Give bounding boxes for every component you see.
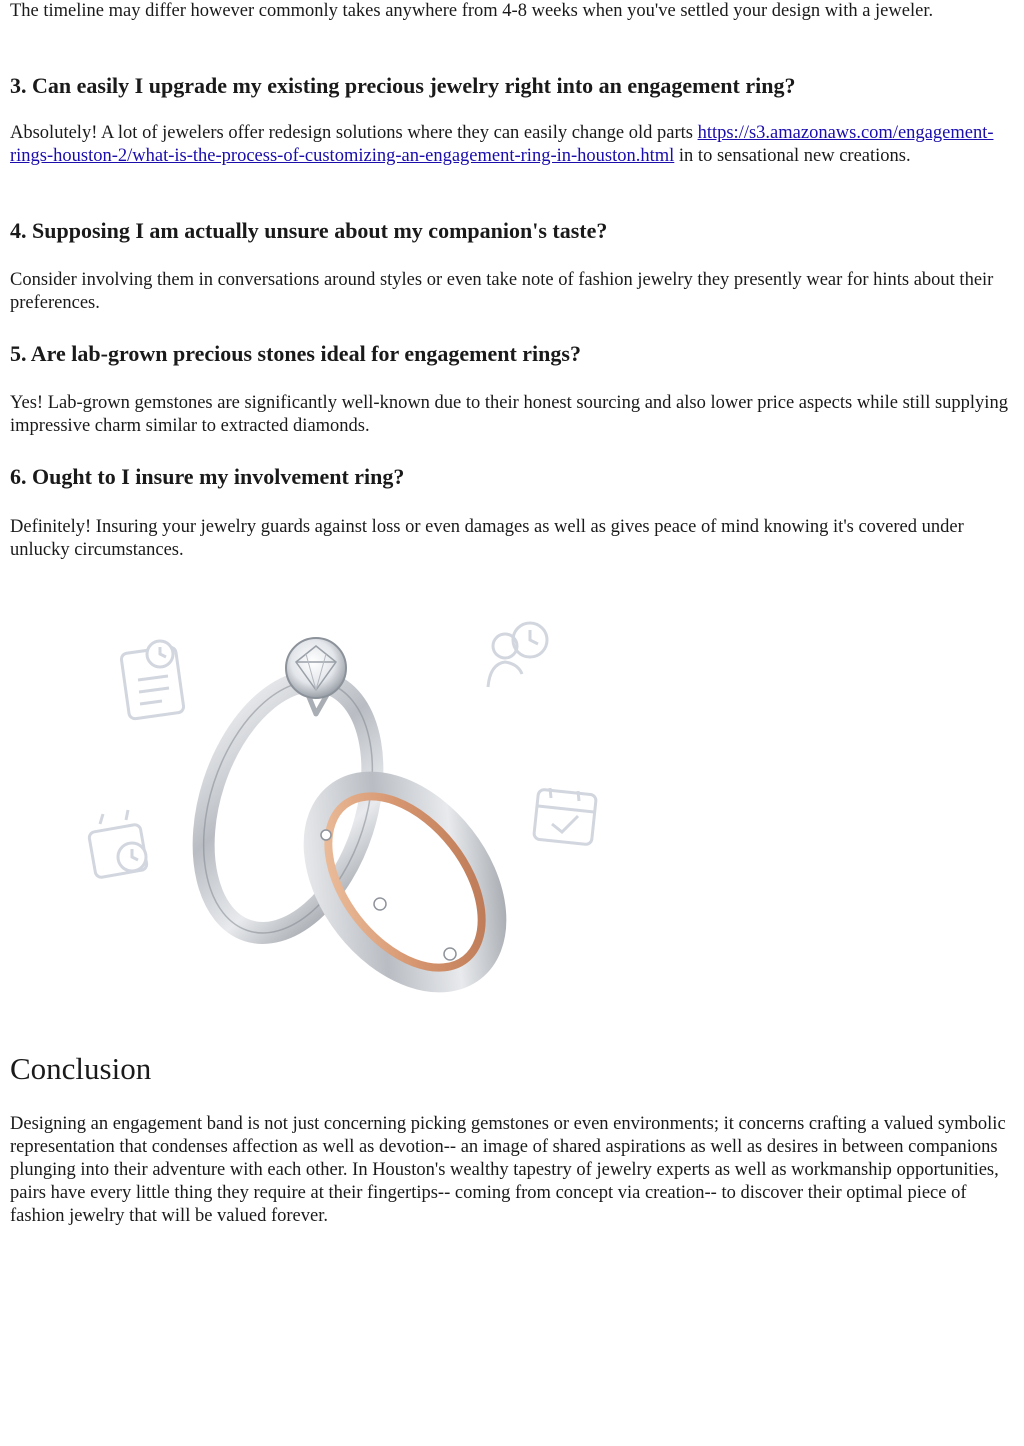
calendar-check-icon	[534, 788, 597, 845]
person-clock-icon	[488, 623, 547, 687]
faq-answer-5: Yes! Lab-grown gemstones are significantly well-known due to their honest sourcing and also lower price aspects while still supplying impressive charm similar to extracted diamonds.	[10, 393, 1008, 436]
calendar-clock-icon	[88, 810, 147, 878]
faq-answer-6: Definitely! Insuring your jewelry guards against loss or even damages as well as gives peace of mind knowing it's covered under unlucky circumstances.	[10, 517, 964, 560]
faq-question-4: 4. Supposing I am actually unsure about my companion's taste?	[10, 218, 608, 243]
conclusion-heading: Conclusion	[10, 1051, 152, 1086]
conclusion-paragraph: Designing an engagement band is not just concerning picking gemstones or even environments; it concerns crafting a valued symbolic representation that condenses affection as well as devotion-- an image of shared aspirations as well as desires in between companions plunging into their adventure with each other. In Houston's wealthy tapestry of jewelry experts as well as workmanship opportunities, pairs have every little thing they require at their fingertips-- coming from concept via creation-- to discover their optimal piece of fashion jewelry that will be valued forever.	[10, 1114, 1006, 1226]
faq-answer-3-text-before: Absolutely! A lot of jewelers offer redesign solutions where they can easily change old parts	[10, 123, 698, 143]
rings-illustration	[70, 602, 630, 1002]
checklist-clock-icon	[121, 641, 185, 719]
wedding-band-icon	[281, 751, 530, 1002]
faq-answer-4: Consider involving them in conversations around styles or even take note of fashion jewelry they presently wear for hints about their preferences.	[10, 270, 994, 313]
faq-answer-3	[10, 122, 1018, 168]
redesign-link[interactable]: https://s3.amazonaws.com/engagement-rings-houston-2/what-is-the-process-of-customizing-an-engagement-ring-in-houston.html	[10, 123, 994, 166]
faq-question-6: 6. Ought to I insure my involvement ring?	[10, 464, 405, 489]
faq-question-5: 5. Are lab-grown precious stones ideal for engagement rings?	[10, 341, 581, 366]
faq-answer-3-text-after: in to sensational new creations.	[674, 146, 911, 166]
faq-question-3: 3. Can easily I upgrade my existing precious jewelry right into an engagement ring?	[10, 73, 796, 98]
intro-paragraph: The timeline may differ however commonly takes anywhere from 4-8 weeks when you've settled your design with a jeweler.	[10, 1, 934, 21]
